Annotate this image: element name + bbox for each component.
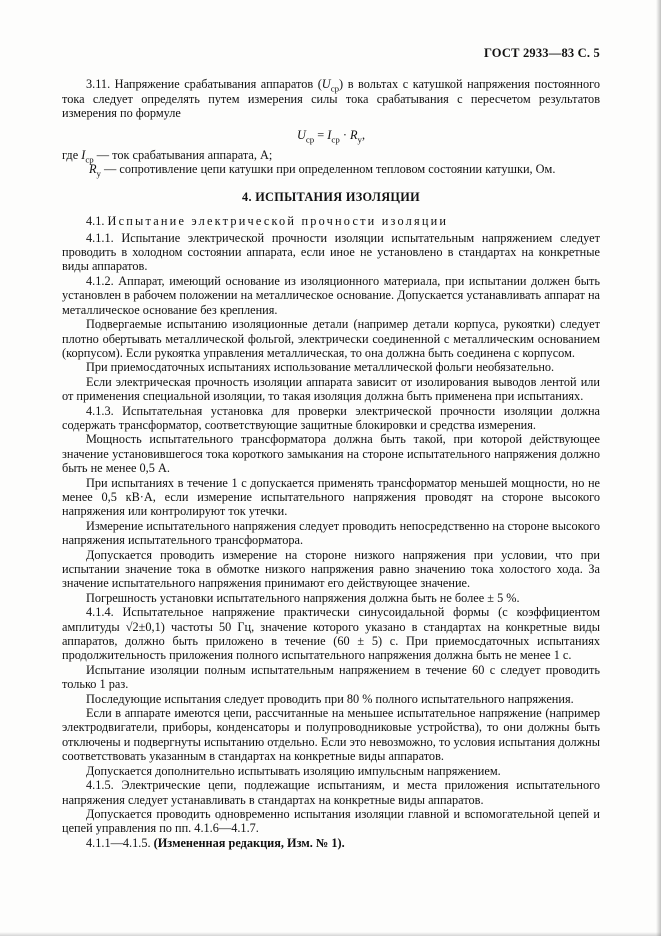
paragraph: 4.1.1. Испытание электрической прочности изоляции испытательным напряжением следует проводить в холодном состоянии аппарата, если иное не установлено в стандартах на конкретные виды аппаратов. (62, 230, 600, 274)
paragraph: 4.1.5. Электрические цепи, подлежащие испытаниям, и места приложения испытательного напряжения следует устанавливать в стандартах на конкретные виды аппаратов. (62, 778, 600, 807)
paragraph: где $I_{ср}$ — ток срабатывания аппарата, А; (62, 148, 273, 165)
paragraph: 4.1.2. Аппарат, имеющий основание из изоляционного материала, при испытании должен быть установлен в рабочем положении на металлическое основание. Допускается устанавливать аппарат на металлическое основание без крепления. (62, 273, 600, 317)
paragraph: Если в аппарате имеются цепи, рассчитанные на меньшее испытательное напряжение (например электродвигатели, приборы, конденсаторы и полупроводниковые устройства), то они должны быть отключены и подвергнуты испытанию отдельно. Если это невозможно, то условия испытания должны соответствовать указанным в стандартах на конкретные виды аппаратов. (62, 706, 600, 764)
paragraph: Если электрическая прочность изоляции аппарата зависит от изолирования выводов лентой или от применения специальной изоляции, то такая изоляция должна быть применена при испытаниях. (62, 374, 600, 404)
paragraph: При приемосдаточных испытаниях использование металлической фольги необязательно. (86, 360, 555, 375)
heading-number: 4.1. (86, 214, 108, 229)
formula: $U_{ср} = I_{ср} \cdot R_у$, (296, 127, 366, 145)
paragraph: 4.1.3. Испытательная установка для проверки электрической прочности изоляции должна содержать трансформатор, соответствующие защитные блокировки и средства измерения. (62, 403, 600, 432)
page-header: ГОСТ 2933—83 С. 5 (483, 46, 600, 60)
paragraph: 4.1.4. Испытательное напряжение практически синусоидальной формы (с коэффициентом амплитуды √2±0,1) частоты 50 Гц, значение которого указано в стандартах на конкретные виды аппаратов, должно быть приложено в течение (60 ± 5) с. При приемосдаточных испытаниях продолжительность приложения полного испытательного напряжения должна быть не менее 1 с. (62, 605, 600, 663)
paragraph: 3.11. Напряжение срабатывания аппаратов $(U_{ср})$ в вольтах с катушкой напряжения постоянного тока следует определять путем измерения силы тока срабатывания с пересчетом результатов измерения по формуле (62, 77, 600, 121)
paragraph: Последующие испытания следует проводить при 80 % полного испытательного напряжения. (86, 691, 574, 706)
paragraph: 4.1.1—4.1.5. (Измененная редакция, Изм. № 1). (86, 835, 345, 850)
heading-text: Испытание электрической прочности изоляции (107, 214, 449, 229)
subsection-heading (62, 214, 600, 228)
paragraph: Погрешность установки испытательного напряжения должна быть не более ± 5 %. (86, 590, 520, 605)
paragraph: Испытание изоляции полным испытательным напряжением в течение 60 с следует проводить только 1 раз. (62, 662, 600, 692)
paragraph: Допускается проводить измерение на стороне низкого напряжения при условии, что при испытании значение тока в обмотке низкого напряжения равно значению тока холостого хода. За значение испытательного напряжения принимают его действующее значение. (62, 547, 600, 591)
paragraph: Подвергаемые испытанию изоляционные детали (например детали корпуса, рукоятки) следует плотно обертывать металлической фольгой, электрически соединенной с металлическим основанием (корпусом). Если рукоятка управления металлическая, то она должна быть соединена с корпусом. (62, 317, 600, 360)
page-content (62, 46, 600, 850)
document-body (62, 77, 600, 850)
paragraph: Допускается дополнительно испытывать изоляцию импульсным напряжением. (86, 763, 501, 778)
paragraph: При испытаниях в течение 1 с допускается применять трансформатор меньшей мощности, но не менее 0,5 кВ·А, если измерение испытательного напряжения проводят на стороне высокого напряжения или контролируют ток утечки. (62, 475, 600, 519)
section-heading: 4. ИСПЫТАНИЯ ИЗОЛЯЦИИ (242, 189, 420, 204)
paragraph: Мощность испытательного трансформатора должна быть такой, при которой действующее значение установившегося тока короткого замыкания на стороне испытательного напряжения должно быть не менее 0,5 А. (62, 432, 600, 476)
paragraph: Измерение испытательного напряжения следует проводить непосредственно на стороне высокого напряжения испытательного трансформатора. (62, 518, 600, 548)
paragraph: $R_у$ — сопротивление цепи катушки при определенном тепловом состоянии катушки, Ом. (89, 162, 556, 179)
paragraph: Допускается проводить одновременно испытания изоляции главной и вспомогательной цепей и цепей управления по пп. 4.1.6—4.1.7. (62, 806, 600, 836)
